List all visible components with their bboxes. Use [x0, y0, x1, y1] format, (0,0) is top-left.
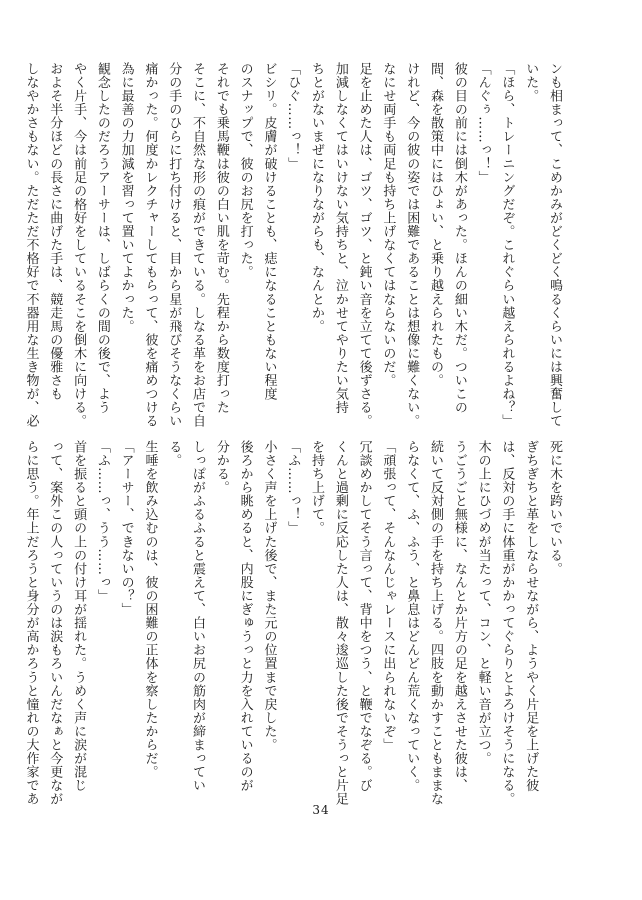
- text-line: らに思う。年上だろうと身分が高かろうと憧れの大作家であ: [23, 440, 39, 806]
- text-line: 「ふ……っ、うう……っ」: [94, 440, 110, 603]
- text-line: のスナップで、彼のお尻を打った。: [237, 62, 253, 279]
- text-line: ンも相まって、こめかみがどくどく鳴るくらいには興奮して: [547, 62, 562, 428]
- text-line: 為に最善の力加減を習って置いてよかった。: [118, 62, 134, 333]
- text-line: なにせ両手も両足も持ち上げなくてはならないのだ。: [380, 62, 396, 388]
- text-line: いた。: [523, 62, 539, 103]
- text-line: 木の上にひづめが当たって、コン、と軽い音が立つ。: [475, 440, 491, 766]
- text-line: およそ半分ほどの長さに曲げた手は、競走馬の優雅さも: [47, 62, 63, 401]
- text-line: 分かる。: [213, 440, 229, 495]
- text-line: 生唾を飲み込むのは、彼の困難の正体を察したからだ。: [142, 440, 158, 779]
- text-line: 分の手のひらに打ち付けると、目から星が飛びそうなくらい: [166, 62, 182, 428]
- text-line: 「アーサー、できないの？」: [118, 440, 134, 617]
- text-line: うごうごと無様に、なんとか片方の足を越えさせた彼は、: [451, 440, 467, 793]
- text-line: 加減しなくてはいけない気持ちと、泣かせてやりたい気持: [332, 62, 348, 415]
- text-line: 冗談めかしてそう言って、背中をつう、と鞭でなぞる。び: [356, 440, 372, 793]
- text-line: ビシリ。皮膚が破けることも、痣になることもない程度: [261, 62, 277, 401]
- text-line: 「ひぐ……っ！」: [285, 62, 301, 171]
- text-line: しっぽがふるふると震えて、白いお尻の筋肉が締まってい: [190, 440, 206, 793]
- text-line: 首を振ると頭の上の付け耳が揺れた。うめく声に涙が混じ: [71, 440, 87, 793]
- text-line: 後ろから眺めると、内股にぎゅうっと力を入れているのが: [237, 440, 253, 793]
- text-line: やく片手、今は前足の格好をしているそこを倒木に向ける。: [71, 62, 87, 428]
- text-line: は、反対の手に体重がかかってぐらりとよろけそうになる。: [499, 440, 515, 806]
- text-line: 「ほら、トレーニングだぞ。これぐらい越えられるよね？」: [499, 62, 515, 428]
- text-line: 「んぐぅ……っ！」: [475, 62, 491, 184]
- text-line: くんと過剰に反応した人は、散々逡巡した後でそうっと片足: [332, 440, 348, 806]
- page-number: 34: [312, 803, 330, 817]
- text-line: けれど、今の彼の姿では困難であることは想像に難くない。: [404, 62, 420, 428]
- text-line: 続いて反対側の手を持ち上げる。四肢を動かすこともままな: [428, 440, 444, 806]
- text-line: 彼の目の前には倒木があった。ほんの細い木だ。ついこの: [451, 62, 467, 415]
- text-line: 「頑張って、そんなんじゃレースに出られないぞ」: [380, 440, 396, 752]
- text-block-top: [23, 62, 566, 428]
- text-line: しなやかさもない。ただただ不格好で不器用な生き物が、必: [23, 62, 39, 428]
- text-block-bottom: [23, 440, 566, 806]
- text-line: る。: [166, 440, 182, 468]
- text-line: ちとがないまぜになりながらも、なんとか。: [309, 62, 325, 333]
- text-line: って、案外この人っていうのは涙もろいんだなぁと今更なが: [47, 440, 63, 806]
- text-line: 小さく声を上げた後で、また元の位置まで戻した。: [261, 440, 277, 752]
- text-line: 間、森を散策中にはひょい、と乗り越えられたもの。: [428, 62, 444, 388]
- text-line: 死に木を跨いでいる。: [547, 440, 562, 576]
- text-line: を持ち上げて。: [309, 440, 325, 535]
- text-line: そこに、不自然な形の痕ができている。しなる革をお店で自: [190, 62, 206, 428]
- text-line: ぎちぎちと革をしならせながら、ようやく片足を上げた彼: [523, 440, 539, 793]
- text-line: それでも乗馬鞭は彼の白い肌を苛む。先程から数度打った: [213, 62, 229, 415]
- text-line: 観念したのだろうアーサーは、しばらくの間の後で、よう: [94, 62, 110, 415]
- text-line: 「ふ……っ！」: [285, 440, 301, 535]
- text-line: 痛かった。何度かレクチャーしてもらって、彼を痛めつける: [142, 62, 158, 428]
- text-line: 足を止めた人は、ゴツ、ゴツ、と鈍い音を立てて後ずさる。: [356, 62, 372, 428]
- text-line: らなくて、ふ、ふう、と鼻息はどんどん荒くなっていく。: [404, 440, 420, 793]
